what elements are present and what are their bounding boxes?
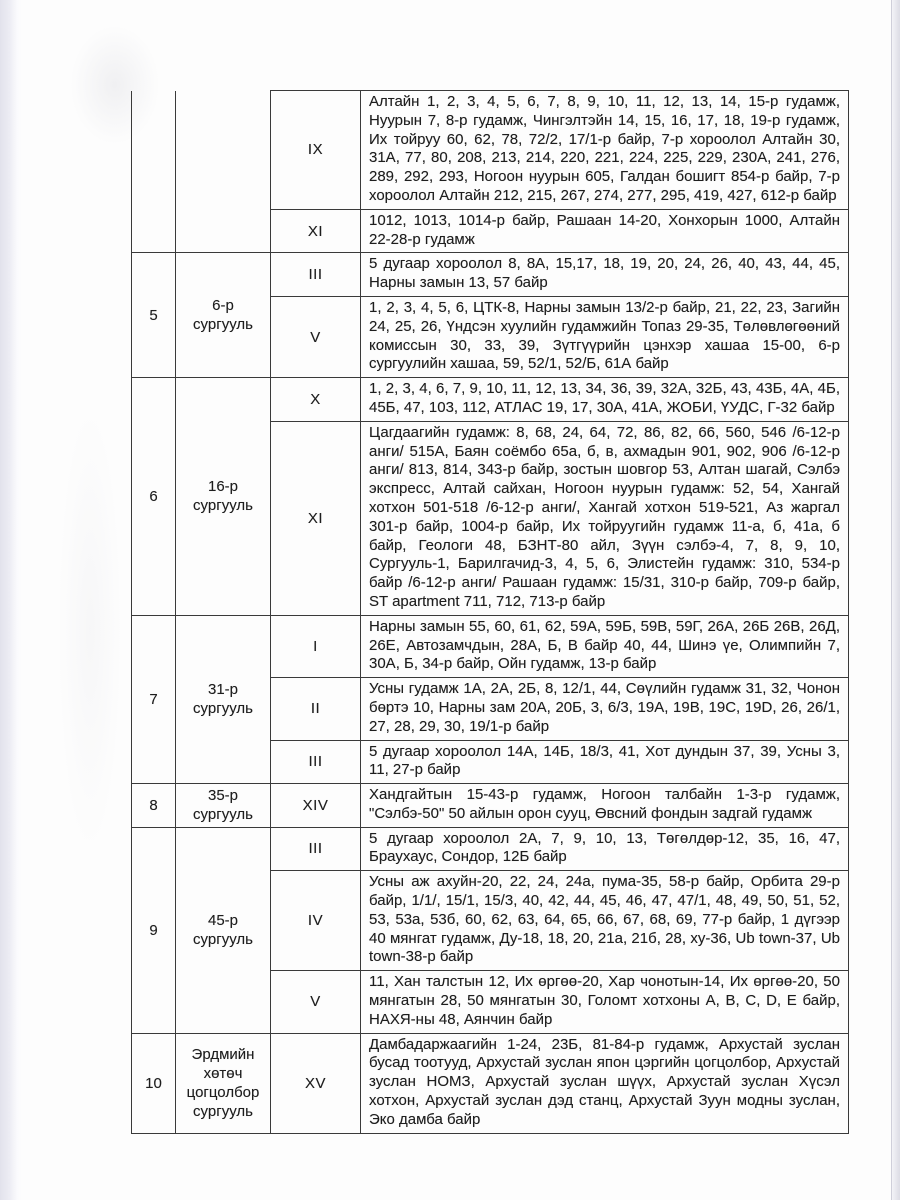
school-name-cell: Эрдмийн хөтөч цогцолбор сургууль [176,1033,271,1133]
address-cell: Усны аж ахуйн-20, 22, 24, 24а, пума-35, 58-р байр, Орбита 29-р байр, 1/1/, 15/1, 15/3, 40, 42, 44, 45, 46, 47, 47/1, 48, 49, 50, 51, 52, 53, 53а, 53б, 60, 62, 63, 64, 65, 66, 67, 68, 69, 77-р байр, 1 дүгээр 40 мянгат гудамж, Ду-18, 18, 20, 21а, 21б, 28, ху-36, Ub town-37, Ub town-38-р байр [361,871,849,971]
address-cell: 1012, 1013, 1014-р байр, Рашаан 14-20, Хонхорын 1000, Алтайн 22-28-р гудамж [361,209,849,253]
page-right-edge-shadow [891,0,900,1200]
address-cell: Хандгайтын 15-43-р гудамж, Ногоон талбайн 1-3-р гудамж, "Сэлбэ-50" 50 айлын орон сууц, Өвсний фондын задгай гудамж [361,784,849,828]
address-cell: 11, Хан талстын 12, Их өргөө-20, Хар чонотын-14, Их өргөө-20, 50 мянгатын 28, 50 мянгатын 30, Голомт хотхоны А, В, С, D, Е байр, НАХЯ-ны 48, Аянчин байр [361,971,849,1033]
address-cell: Цагдаагийн гудамж: 8, 68, 24, 64, 72, 86, 82, 66, 560, 546 /6-12-р анги/ 515А, Баян соёмбо 65а, б, в, ахмадын 901, 902, 906 /6-12-р анги/ 813, 814, 343-р байр, зостын шовгор 53, Алтан шагай, Сэлбэ экспресс, Алтай сайхан, Ногоон нуурын гудамж: 52, 54, Хангай хотхон 501-518 /6-12-р анги/, Хангай хотхон 519-521, Аз жаргал 301-р байр, 1004-р байр, Их тойруугийн гудамж 11-а, б, 41а, б байр, Геологи 48, БЗНТ-80 айл, Зүүн сэлбэ-4, 7, 8, 9, 10, Сургууль-1, Барилгачид-3, 4, 5, 6, Элистейн гудамж: 310, 534-р байр /6-12-р анги/ Рашаан гудамж: 15/31, 310-р байр, 709-р байр, ST apartment 711, 712, 713-р байр [361,421,849,615]
khoroo-cell: III [271,253,361,297]
school-number-cell: 9 [132,827,176,1033]
address-cell: Дамбадаржаагийн 1-24, 23Б, 81-84-р гудамж, Архустай зуслан бусад тоотууд, Архустай зуслан япон цэргийн цогцолбор, Архустай зуслан НОМЗ, Архустай зуслан шүүх, Архустай зуслан Хүсэл хотхон, Архустай зуслан дэд станц, Архустай Зуун модны зуслан, Эко дамба байр [361,1033,849,1133]
school-number-cell: 5 [132,253,176,378]
khoroo-cell: XI [271,209,361,253]
khoroo-cell: IX [271,91,361,210]
khoroo-cell: III [271,740,361,784]
khoroo-cell: XIV [271,784,361,828]
address-cell: 5 дугаар хороолол 2А, 7, 9, 10, 13, Төгөлдөр-12, 35, 16, 47, Браухаус, Сондор, 12Б байр [361,827,849,871]
table-row [132,784,849,828]
school-number-cell: 8 [132,784,176,828]
page-left-edge-shadow [0,0,22,1200]
khoroo-cell: V [271,971,361,1033]
address-cell: 5 дугаар хороолол 14А, 14Б, 18/3, 41, Хот дундын 37, 39, Усны 3, 11, 27-р байр [361,740,849,784]
address-cell: 5 дугаар хороолол 8, 8А, 15,17, 18, 19, 20, 24, 26, 40, 43, 44, 45, Нарны замын 13, 57 байр [361,253,849,297]
school-name-cell: 35-р сургууль [176,784,271,828]
address-cell: 1, 2, 3, 4, 5, 6, ЦТК-8, Нарны замын 13/2-р байр, 21, 22, 23, Загийн 24, 25, 26, Үндсэн хуулийн гудамжийн Топаз 29-35, Төлөвлөгөөний комиссын 30, 33, 39, Зүтгүүрийн цэнхэр хашаа 15-00, 6-р сургуулийн хашаа, 59, 52/1, 52/Б, 61А байр [361,296,849,377]
khoroo-cell: XV [271,1033,361,1133]
khoroo-cell: V [271,296,361,377]
address-cell: 1, 2, 3, 4, 6, 7, 9, 10, 11, 12, 13, 34, 36, 39, 32А, 32Б, 43, 43Б, 4А, 4Б, 45Б, 47, 103, 112, АТЛАС 19, 17, 30А, 41А, ЖОБИ, ҮУДС, Г-32 байр [361,378,849,422]
address-cell: Нарны замын 55, 60, 61, 62, 59А, 59Б, 59В, 59Г, 26А, 26Б 26В, 26Д, 26Е, Автозамчдын, 28А, Б, В байр 40, 44, Шинэ үе, Олимпийн 7, 30А, Б, 34-р байр, Ойн гудамж, 13-р байр [361,615,849,677]
table-row [132,378,849,422]
school-name-cell: 6-р сургууль [176,253,271,378]
school-name-cell: 16-р сургууль [176,378,271,616]
khoroo-cell: I [271,615,361,677]
school-name-cell: 45-р сургууль [176,827,271,1033]
school-address-table [131,90,849,1134]
khoroo-cell: X [271,378,361,422]
table-row [132,827,849,871]
table-row [132,253,849,297]
school-name-cell: 31-р сургууль [176,615,271,783]
khoroo-cell: III [271,827,361,871]
school-name-cell [176,91,271,253]
table-row [132,1033,849,1133]
scan-smudge [60,420,120,840]
school-number-cell: 6 [132,378,176,616]
khoroo-cell: XI [271,421,361,615]
table-row [132,615,849,677]
school-number-cell: 10 [132,1033,176,1133]
khoroo-cell: II [271,678,361,740]
school-number-cell [132,91,176,253]
address-cell: Алтайн 1, 2, 3, 4, 5, 6, 7, 8, 9, 10, 11, 12, 13, 14, 15-р гудамж, Нуурын 7, 8-р гудамж, Чингэлтэйн 14, 15, 16, 17, 18, 19-р гудамж, Их тойруу 60, 62, 78, 72/2, 17/1-р байр, 7-р хороолол Алтайн 30, 31А, 77, 80, 208, 213, 214, 220, 221, 224, 225, 229, 230А, 241, 276, 289, 292, 293, Ногоон нуурын 605, Галдан бошигт 854-р байр, 7-р хороолол Алтайн 212, 215, 267, 274, 277, 295, 419, 427, 612-р байр [361,91,849,210]
address-cell: Усны гудамж 1А, 2А, 2Б, 8, 12/1, 44, Сөүлийн гудамж 31, 32, Чонон бөртэ 10, Нарны зам 20А, 20Б, 3, 6/3, 19А, 19В, 19С, 19D, 26, 26/1, 27, 28, 29, 30, 19/1-р байр [361,678,849,740]
table-row [132,91,849,210]
khoroo-cell: IV [271,871,361,971]
school-number-cell: 7 [132,615,176,783]
